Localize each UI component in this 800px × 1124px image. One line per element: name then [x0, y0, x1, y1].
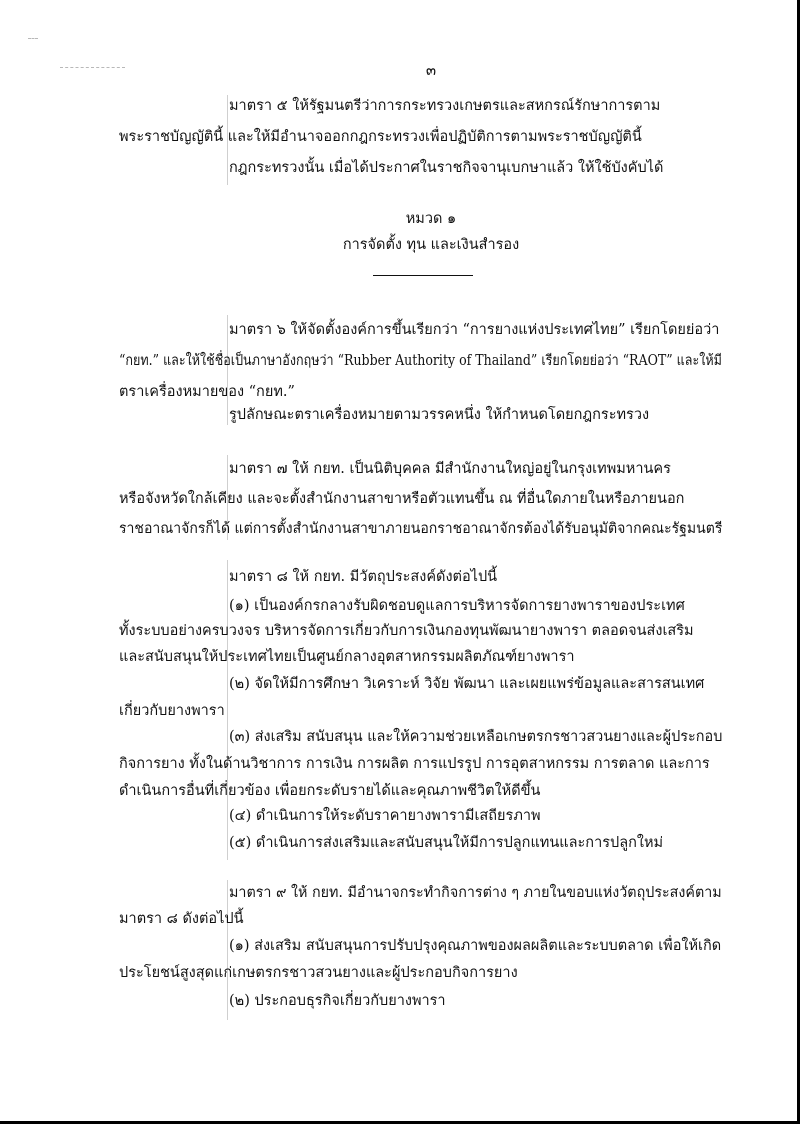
section9-item2: (๒) ประกอบธุรกิจเกี่ยวกับยางพารา — [229, 993, 446, 1009]
chapter-divider — [373, 275, 473, 276]
section9-item1-line2: ประโยชน์สูงสุดแก่เกษตรกรชาวสวนยางและผู้ประกอบกิจการยาง — [119, 965, 518, 981]
section7-line2: หรือจังหวัดใกล้เคียง และจะตั้งสำนักงานสาขาหรือตัวแทนขึ้น ณ ที่อื่นใดภายในหรือภายนอก — [119, 491, 685, 507]
section5-line3: กฎกระทรวงนั้น เมื่อได้ประกาศในราชกิจจานุเบกษาแล้ว ให้ใช้บังคับได้ — [229, 160, 664, 176]
section6-line4: รูปลักษณะตราเครื่องหมายตามวรรคหนึ่ง ให้กำหนดโดยกฎกระทรวง — [229, 407, 650, 423]
section8-line1: มาตรา ๘ ให้ กยท. มีวัตถุประสงค์ดังต่อไปนี้ — [229, 569, 498, 585]
section6-line3: ตราเครื่องหมายของ “กยท.” — [119, 384, 295, 400]
section9-item1-line1: (๑) ส่งเสริม สนับสนุนการปรับปรุงคุณภาพของผลผลิตและระบบตลาด เพื่อให้เกิด — [229, 938, 722, 954]
section8-item2-line2: เกี่ยวกับยางพารา — [119, 703, 225, 719]
section8-item1-line1: (๑) เป็นองค์กรกลางรับผิดชอบดูแลการบริหารจัดการยางพาราของประเทศ — [229, 598, 685, 614]
fold-line — [227, 880, 228, 1020]
section8-item2-line1: (๒) จัดให้มีการศึกษา วิเคราะห์ วิจัย พัฒนา และเผยแพร่ข้อมูลและสารสนเทศ — [229, 676, 705, 692]
section7-line3: ราชอาณาจักรก็ได้ แต่การตั้งสำนักงานสาขาภายนอกราชอาณาจักรต้องได้รับอนุมัติจากคณะรัฐมนตรี — [119, 521, 723, 537]
chapter-title: การจัดตั้ง ทุน และเงินสำรอง — [342, 237, 520, 253]
section8-item3-line3: ดำเนินการอื่นที่เกี่ยวข้อง เพื่อยกระดับรายได้และคุณภาพชีวิตให้ดีขึ้น — [119, 783, 541, 799]
scan-artifact — [28, 38, 38, 40]
page-number: ๓ — [425, 61, 437, 79]
section7-line1: มาตรา ๗ ให้ กยท. เป็นนิติบุคคล มีสำนักงานใหญ่อยู่ในกรุงเทพมหานคร — [229, 461, 671, 477]
chapter-heading: หมวด ๑ — [405, 211, 457, 227]
section6-line1: มาตรา ๖ ให้จัดตั้งองค์การขึ้นเรียกว่า “การยางแห่งประเทศไทย” เรียกโดยย่อว่า — [229, 322, 720, 338]
section8-item3-line1: (๓) ส่งเสริม สนับสนุน และให้ความช่วยเหลือเกษตรกรชาวสวนยางและผู้ประกอบ — [229, 729, 723, 745]
section8-item1-line3: และสนับสนุนให้ประเทศไทยเป็นศูนย์กลางอุตสาหกรรมผลิตภัณฑ์ยางพารา — [119, 649, 575, 665]
section9-line1: มาตรา ๙ ให้ กยท. มีอำนาจกระทำกิจการต่าง ๆ ภายในขอบแห่งวัตถุประสงค์ตาม — [229, 885, 722, 901]
fold-line — [227, 560, 228, 860]
section5-line2: พระราชบัญญัตินี้ และให้มีอำนาจออกกฎกระทรวงเพื่อปฏิบัติการตามพระราชบัญญัตินี้ — [119, 129, 642, 145]
section8-item3-line2: กิจการยาง ทั้งในด้านวิชาการ การเงิน การผลิต การแปรรูป การอุตสาหกรรม การตลาด และการ — [119, 756, 710, 772]
section8-item1-line2: ทั้งระบบอย่างครบวงจร บริหารจัดการเกี่ยวกับการเงินกองทุนพัฒนายางพารา ตลอดจนส่งเสริม — [119, 623, 694, 639]
section6-line2: “กยท.” และให้ใช้ชื่อเป็นภาษาอังกฤษว่า “Rubber Authority of Thailand” เรียกโดยย่อว่า “RAOT” และให้มี — [119, 353, 722, 369]
section9-line2: มาตรา ๘ ดังต่อไปนี้ — [119, 911, 244, 927]
section8-item5: (๕) ดำเนินการส่งเสริมและสนับสนุนให้มีการปลูกแทนและการปลูกใหม่ — [229, 835, 664, 851]
section5-line1: มาตรา ๕ ให้รัฐมนตรีว่าการกระทรวงเกษตรและสหกรณ์รักษาการตาม — [229, 98, 661, 114]
section8-item4: (๔) ดำเนินการให้ระดับราคายางพารามีเสถียรภาพ — [229, 808, 541, 824]
